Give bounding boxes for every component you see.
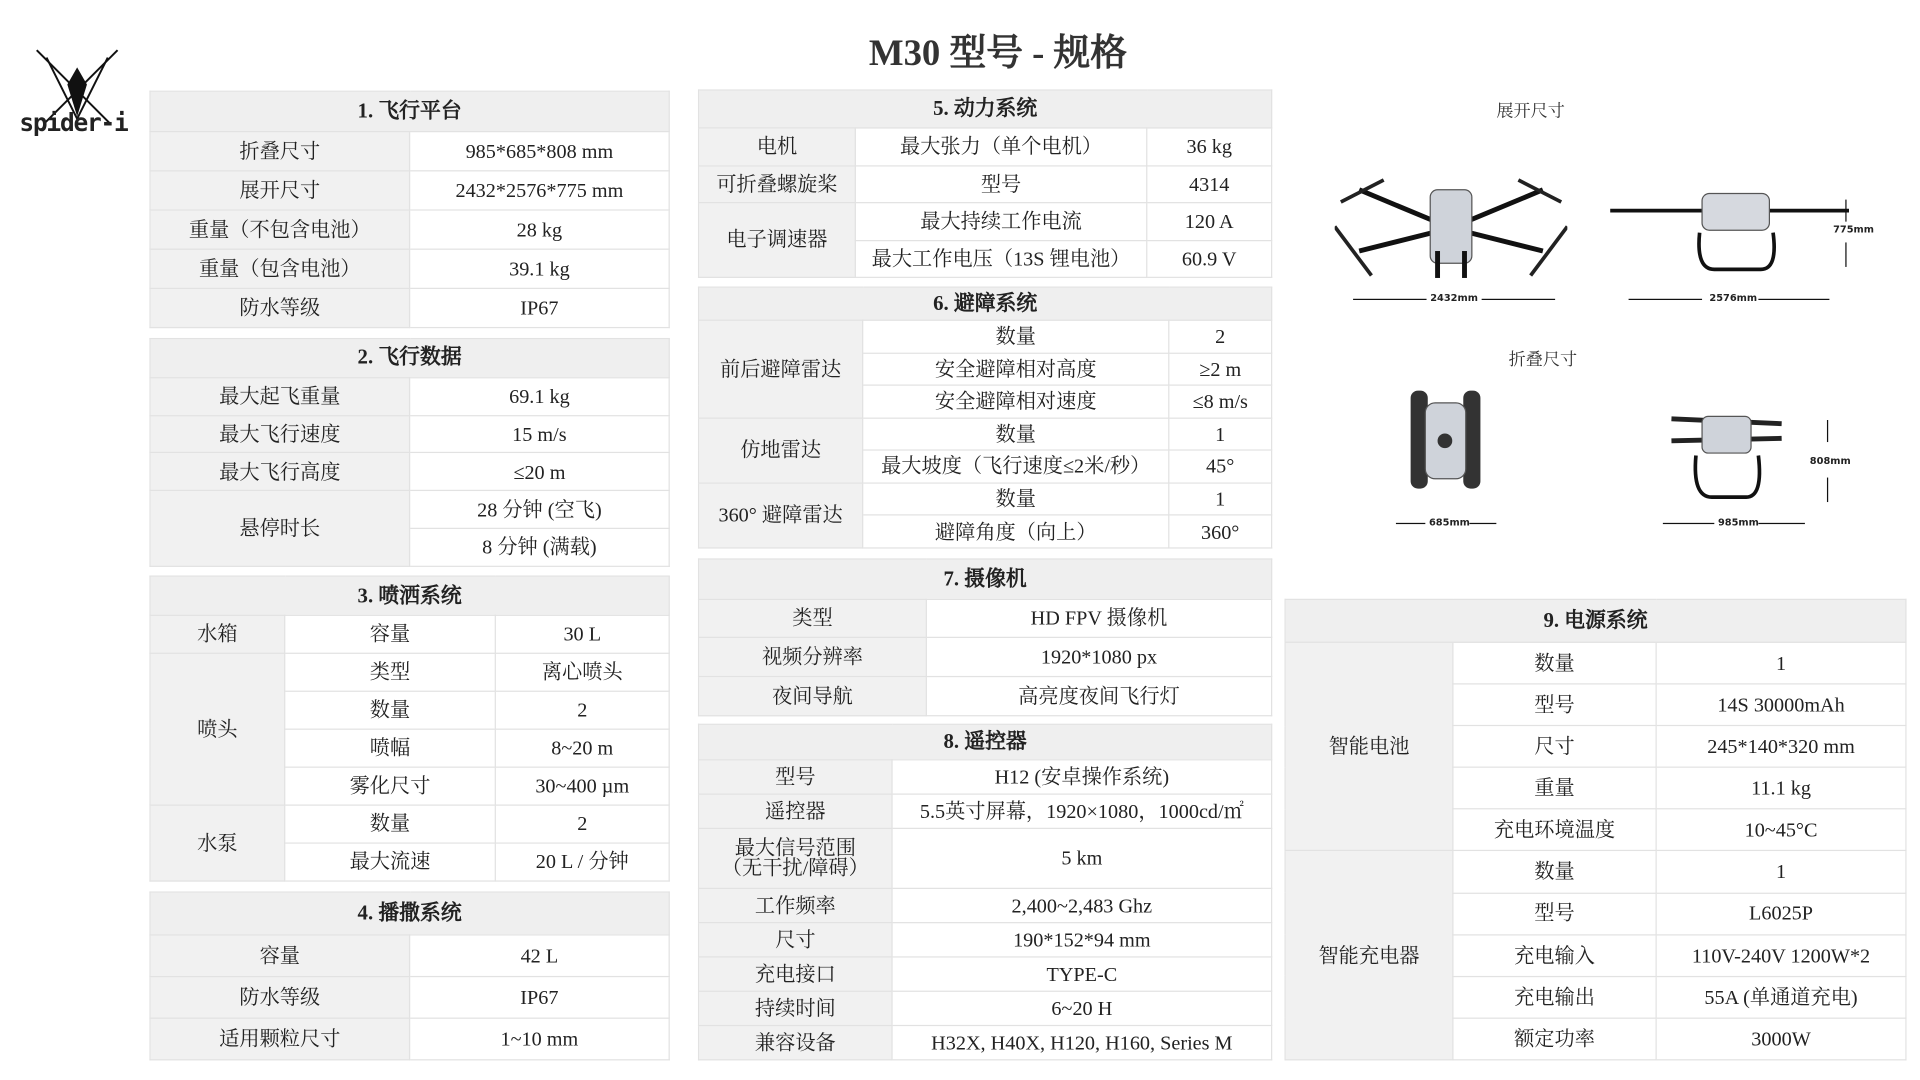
spec-value: 11.1 kg xyxy=(1656,768,1906,810)
dim-985: 985mm xyxy=(1717,516,1759,528)
spec-label: 安全避障相对速度 xyxy=(863,386,1169,418)
spec-table-s1 xyxy=(149,91,669,329)
spec-value: 1 xyxy=(1169,418,1272,450)
section-title: 2. 飞行数据 xyxy=(150,339,669,378)
spec-value: 55A (单通道充电) xyxy=(1656,976,1906,1018)
spec-value: 10~45°C xyxy=(1656,809,1906,851)
table-row xyxy=(150,377,669,415)
spec-label: 最大持续工作电流 xyxy=(855,203,1146,240)
dimension-arrow xyxy=(1353,299,1426,300)
spec-label: 类型 xyxy=(285,653,496,691)
spec-value: 60.9 V xyxy=(1147,240,1272,277)
spec-label: 充电输出 xyxy=(1453,976,1656,1018)
drone-top-view-folded xyxy=(1406,386,1486,496)
spec-value: 30 L xyxy=(495,615,669,653)
spec-label: 型号 xyxy=(855,166,1146,203)
section-title: 1. 飞行平台 xyxy=(150,91,669,131)
spec-value: H12 (安卓操作系统) xyxy=(892,760,1272,794)
table-row xyxy=(150,415,669,453)
spec-table-s7 xyxy=(698,558,1272,716)
spec-value: 1 xyxy=(1656,851,1906,893)
spec-value: 28 分钟 (空飞) xyxy=(410,491,670,529)
spec-value: 14S 30000mAh xyxy=(1656,684,1906,726)
spec-value: TYPE-C xyxy=(892,957,1272,991)
spec-label: 数量 xyxy=(285,691,496,729)
dim-775: 775mm xyxy=(1833,224,1874,236)
dimension-arrow xyxy=(1482,299,1555,300)
spec-value: 245*140*320 mm xyxy=(1656,726,1906,768)
spec-label: 防水等级 xyxy=(150,977,410,1019)
spec-group-label: 电机 xyxy=(699,128,856,165)
spec-label: 重量（不包含电池） xyxy=(150,210,410,249)
spec-label: 最大飞行高度 xyxy=(150,453,410,491)
table-row xyxy=(699,828,1272,888)
drone-side-view-folded xyxy=(1665,404,1787,502)
spec-value: 2,400~2,483 Ghz xyxy=(892,889,1272,923)
section-title: 6. 避障系统 xyxy=(699,287,1272,320)
spec-group-label: 前后避障雷达 xyxy=(699,321,863,418)
spec-value: 69.1 kg xyxy=(410,377,670,415)
spec-label: 最大信号范围 （无干扰/障碍） xyxy=(699,828,892,888)
spec-value: 8 分钟 (满载) xyxy=(410,529,670,567)
spec-label: 安全避障相对高度 xyxy=(863,353,1169,385)
drone-top-view-unfolded xyxy=(1335,153,1568,288)
table-row xyxy=(699,957,1272,991)
spec-label: 最大坡度（飞行速度≤2米/秒） xyxy=(863,450,1169,482)
table-row xyxy=(699,483,1272,515)
spec-group-label: 仿地雷达 xyxy=(699,418,863,483)
table-row xyxy=(150,249,669,288)
spec-label: 容量 xyxy=(285,615,496,653)
spec-label: 数量 xyxy=(863,321,1169,353)
table-row xyxy=(699,794,1272,828)
section-title: 9. 电源系统 xyxy=(1285,599,1906,642)
spec-group-label: 水箱 xyxy=(150,615,285,653)
table-row xyxy=(699,638,1272,677)
section-title: 5. 动力系统 xyxy=(699,90,1272,128)
spec-label: 类型 xyxy=(699,599,927,638)
spec-label: 夜间导航 xyxy=(699,677,927,716)
dim-2432: 2432mm xyxy=(1430,292,1478,304)
spec-value: 1 xyxy=(1656,642,1906,684)
spec-label: 最大飞行速度 xyxy=(150,415,410,453)
spec-value: 1920*1080 px xyxy=(926,638,1271,677)
dimension-arrow xyxy=(1663,523,1714,524)
table-row xyxy=(699,599,1272,638)
spec-value: 30~400 µm xyxy=(495,767,669,805)
spec-value: 5.5英寸屏幕，1920×1080，1000cd/㎡ xyxy=(892,794,1272,828)
dim-808: 808mm xyxy=(1809,455,1851,467)
table-row xyxy=(699,889,1272,923)
spec-label: 数量 xyxy=(285,805,496,843)
spec-group-label: 电子调速器 xyxy=(699,203,856,278)
spec-table-s2 xyxy=(149,338,669,567)
table-row xyxy=(699,166,1272,203)
spec-group-label: 360° 避障雷达 xyxy=(699,483,863,548)
spec-label: 数量 xyxy=(863,418,1169,450)
spec-value: 2 xyxy=(495,691,669,729)
spec-label: 持续时间 xyxy=(699,991,892,1025)
spec-value: 360° xyxy=(1169,515,1272,548)
spec-group-label: 智能充电器 xyxy=(1285,851,1453,1060)
dim-685: 685mm xyxy=(1428,516,1470,528)
folded-dimensions-label: 折叠尺寸 xyxy=(1508,351,1578,370)
table-row xyxy=(150,132,669,171)
spec-label: 悬停时长 xyxy=(150,491,410,567)
table-row xyxy=(699,677,1272,716)
spec-value: 5 km xyxy=(892,828,1272,888)
spec-label: 充电环境温度 xyxy=(1453,809,1656,851)
spec-label: 遥控器 xyxy=(699,794,892,828)
spec-value: 39.1 kg xyxy=(410,249,670,288)
table-row xyxy=(150,171,669,210)
spec-value: L6025P xyxy=(1656,893,1906,935)
spec-label: 数量 xyxy=(1453,642,1656,684)
dimension-arrow xyxy=(1629,299,1702,300)
spec-value: 2432*2576*775 mm xyxy=(410,171,670,210)
table-row xyxy=(699,203,1272,240)
spec-value: HD FPV 摄像机 xyxy=(926,599,1271,638)
spec-value: 1 xyxy=(1169,483,1272,515)
section-title: 8. 遥控器 xyxy=(699,724,1272,759)
table-row xyxy=(150,935,669,977)
dimension-arrow xyxy=(1758,299,1829,300)
spec-value: IP67 xyxy=(410,288,670,327)
spec-label: 展开尺寸 xyxy=(150,171,410,210)
table-row xyxy=(1285,851,1906,893)
spec-label: 雾化尺寸 xyxy=(285,767,496,805)
spec-value: 110V-240V 1200W*2 xyxy=(1656,934,1906,976)
spec-label: 尺寸 xyxy=(699,923,892,957)
spec-label: 型号 xyxy=(1453,684,1656,726)
spec-table-s5 xyxy=(698,89,1272,278)
spec-label: 避障角度（向上） xyxy=(863,515,1169,548)
dim-2576: 2576mm xyxy=(1709,292,1758,304)
spec-value: 45° xyxy=(1169,450,1272,482)
table-row xyxy=(150,653,669,691)
page-title: M30 型号 - 规格 xyxy=(868,33,1128,74)
spec-label: 兼容设备 xyxy=(699,1025,892,1059)
dimension-arrow xyxy=(1827,420,1828,442)
table-row xyxy=(699,760,1272,794)
spec-value: 高亮度夜间飞行灯 xyxy=(926,677,1271,716)
spec-label: 工作频率 xyxy=(699,889,892,923)
spec-value: 42 L xyxy=(410,935,670,977)
spec-table-s4 xyxy=(149,891,669,1060)
section-title: 3. 喷洒系统 xyxy=(150,576,669,615)
drone-side-view-unfolded xyxy=(1604,184,1861,276)
spec-value: 2 xyxy=(495,805,669,843)
section-title: 4. 播撒系统 xyxy=(150,892,669,935)
spec-label: 最大起飞重量 xyxy=(150,377,410,415)
spec-table-s9 xyxy=(1285,599,1907,1061)
spec-label: 防水等级 xyxy=(150,288,410,327)
spec-label: 喷幅 xyxy=(285,729,496,767)
spec-label: 数量 xyxy=(1453,851,1656,893)
dimension-arrow xyxy=(1827,478,1828,502)
table-row xyxy=(150,210,669,249)
table-row xyxy=(150,288,669,327)
spec-group-label: 智能电池 xyxy=(1285,642,1453,851)
table-row xyxy=(150,491,669,529)
unfolded-dimensions-label: 展开尺寸 xyxy=(1496,102,1565,122)
spec-value: 190*152*94 mm xyxy=(892,923,1272,957)
spec-label: 数量 xyxy=(863,483,1169,515)
spec-label: 尺寸 xyxy=(1453,726,1656,768)
spec-label: 容量 xyxy=(150,935,410,977)
spec-table-s8 xyxy=(698,724,1272,1061)
spec-value: IP67 xyxy=(410,977,670,1019)
spec-label: 重量（包含电池） xyxy=(150,249,410,288)
spec-value: 15 m/s xyxy=(410,415,670,453)
spec-label: 型号 xyxy=(1453,893,1656,935)
spec-value: 20 L / 分钟 xyxy=(495,843,669,881)
section-title: 7. 摄像机 xyxy=(699,559,1272,599)
spec-group-label: 可折叠螺旋桨 xyxy=(699,166,856,203)
spec-label: 最大流速 xyxy=(285,843,496,881)
table-row xyxy=(699,321,1272,353)
table-row xyxy=(699,418,1272,450)
spec-label: 充电输入 xyxy=(1453,934,1656,976)
spec-value: 6~20 H xyxy=(892,991,1272,1025)
spec-group-label: 喷头 xyxy=(150,653,285,805)
table-row xyxy=(150,453,669,491)
dimension-arrow xyxy=(1396,523,1425,524)
table-row xyxy=(150,805,669,843)
spec-label: 视频分辨率 xyxy=(699,638,927,677)
table-row xyxy=(699,991,1272,1025)
spec-value: 4314 xyxy=(1147,166,1272,203)
spec-label: 充电接口 xyxy=(699,957,892,991)
spec-value: ≤20 m xyxy=(410,453,670,491)
table-row xyxy=(699,923,1272,957)
spec-value: 1~10 mm xyxy=(410,1018,670,1060)
spec-value: 3000W xyxy=(1656,1018,1906,1060)
spec-value: 2 xyxy=(1169,321,1272,353)
table-row xyxy=(1285,642,1906,684)
spec-label: 折叠尺寸 xyxy=(150,132,410,171)
spec-label: 额定功率 xyxy=(1453,1018,1656,1060)
spec-value: 8~20 m xyxy=(495,729,669,767)
spec-value: 离心喷头 xyxy=(495,653,669,691)
spec-group-label: 水泵 xyxy=(150,805,285,881)
dimension-arrow xyxy=(1469,523,1496,524)
table-row xyxy=(699,128,1272,165)
logo-text: spider-i xyxy=(19,107,128,138)
spec-value: 985*685*808 mm xyxy=(410,132,670,171)
spec-value: ≥2 m xyxy=(1169,353,1272,385)
spec-label: 最大工作电压（13S 锂电池） xyxy=(855,240,1146,277)
dimension-arrow xyxy=(1758,523,1805,524)
table-row xyxy=(150,977,669,1019)
dimension-arrow xyxy=(1845,242,1846,266)
table-row xyxy=(150,615,669,653)
spec-label: 型号 xyxy=(699,760,892,794)
spec-value: 120 A xyxy=(1147,203,1272,240)
spec-value: 28 kg xyxy=(410,210,670,249)
spec-label: 重量 xyxy=(1453,768,1656,810)
spec-table-s6 xyxy=(698,287,1272,549)
spec-label: 适用颗粒尺寸 xyxy=(150,1018,410,1060)
spec-value: 36 kg xyxy=(1147,128,1272,165)
dimension-arrow xyxy=(1845,200,1846,222)
spec-value: H32X, H40X, H120, H160, Series M xyxy=(892,1025,1272,1059)
spec-label: 最大张力（单个电机） xyxy=(855,128,1146,165)
table-row xyxy=(699,1025,1272,1059)
table-row xyxy=(150,1018,669,1060)
spec-value: ≤8 m/s xyxy=(1169,386,1272,418)
spec-table-s3 xyxy=(149,576,669,882)
